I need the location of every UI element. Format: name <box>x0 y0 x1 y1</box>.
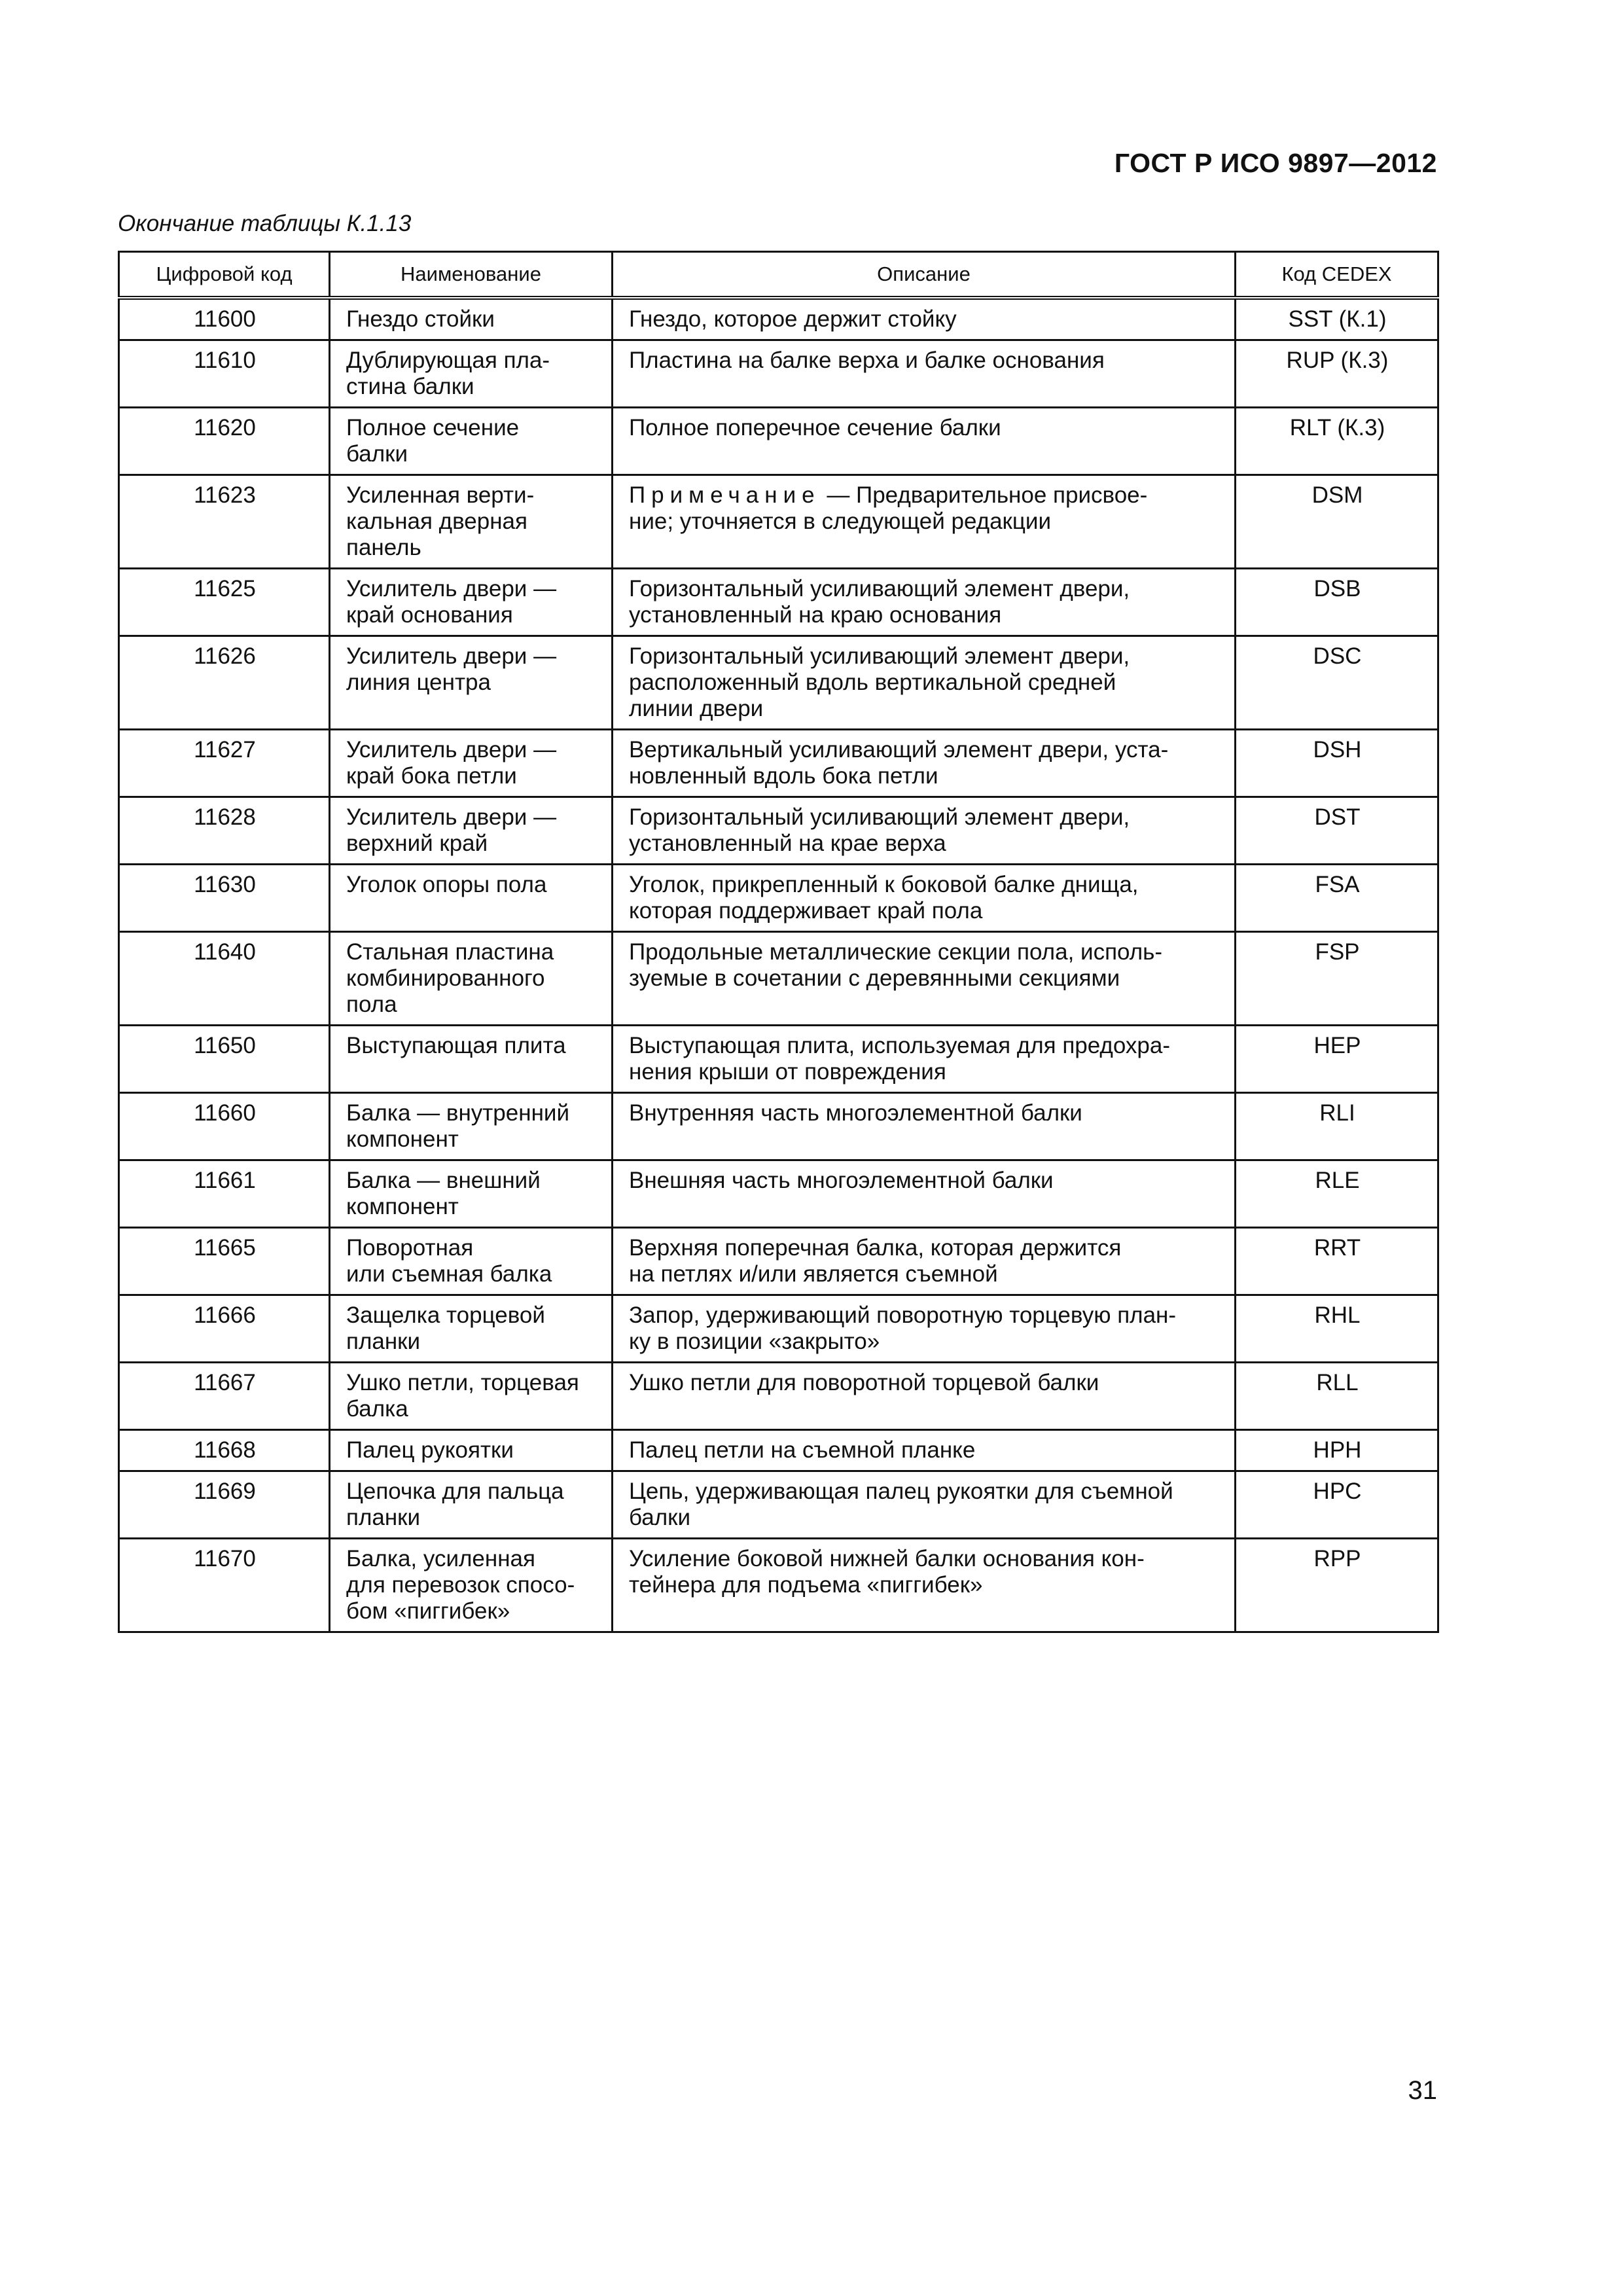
cell-name-text: Выступающая плита <box>346 1033 566 1058</box>
cell-name-text: Гнездо стойки <box>346 306 495 332</box>
cell-code: 11660 <box>119 1093 330 1160</box>
cell-cedex: RHL <box>1236 1295 1438 1363</box>
cell-code: 11669 <box>119 1471 330 1539</box>
cell-cedex: RLI <box>1236 1093 1438 1160</box>
column-header-code: Цифровой код <box>119 252 330 298</box>
cell-name <box>330 298 613 340</box>
note-label: Примечание <box>629 482 821 508</box>
cell-code: 11665 <box>119 1228 330 1295</box>
cell-name <box>330 797 613 865</box>
cell-name <box>330 1160 613 1228</box>
cell-name-text: Стальная пластина комбинированного пола <box>346 939 554 1017</box>
cell-description-text: — Предварительное присвое- ние; уточняется в следующей редакции <box>629 482 1148 534</box>
cell-description <box>613 1295 1236 1363</box>
cell-cedex: DST <box>1236 797 1438 865</box>
cell-description <box>613 1228 1236 1295</box>
cell-description-text: Полное поперечное сечение балки <box>629 415 1001 440</box>
cell-name-text: Усилитель двери — край основания <box>346 576 557 628</box>
cell-description <box>613 865 1236 932</box>
cell-cedex: RLE <box>1236 1160 1438 1228</box>
cell-name <box>330 569 613 636</box>
cell-description <box>613 1026 1236 1093</box>
cell-code: 11667 <box>119 1363 330 1430</box>
column-header-cedex: Код CEDEX <box>1236 252 1438 298</box>
cell-code: 11666 <box>119 1295 330 1363</box>
cell-cedex: RLT (К.3) <box>1236 408 1438 475</box>
cell-cedex: FSA <box>1236 865 1438 932</box>
table-row <box>119 932 1438 1026</box>
cell-name-text: Усилитель двери — верхний край <box>346 804 557 856</box>
cell-cedex: HPC <box>1236 1471 1438 1539</box>
table-row <box>119 1026 1438 1093</box>
cell-name <box>330 1228 613 1295</box>
table-caption: Окончание таблицы К.1.13 <box>118 211 412 236</box>
table-row <box>119 1295 1438 1363</box>
cell-description-text: Цепь, удерживающая палец рукоятки для съемной балки <box>629 1479 1173 1530</box>
cell-name-text: Уголок опоры пола <box>346 872 547 897</box>
cell-name <box>330 730 613 797</box>
cell-name-text: Усилитель двери — край бока петли <box>346 737 557 789</box>
cell-code: 11620 <box>119 408 330 475</box>
cell-description-text: Горизонтальный усиливающий элемент двери, расположенный вдоль вертикальной средней линии двери <box>629 643 1130 721</box>
cell-name <box>330 932 613 1026</box>
cell-description-text: Горизонтальный усиливающий элемент двери, установленный на крае верха <box>629 804 1130 856</box>
cell-name-text: Полное сечение балки <box>346 415 520 467</box>
cell-name-text: Балка — внешний компонент <box>346 1168 541 1219</box>
cell-name-text: Защелка торцевой планки <box>346 1302 545 1354</box>
cell-description-text: Внутренняя часть многоэлементной балки <box>629 1100 1082 1126</box>
column-header-description: Описание <box>613 252 1236 298</box>
cell-description <box>613 1363 1236 1430</box>
cell-name-text: Ушко петли, торцевая балка <box>346 1370 579 1422</box>
column-header-name: Наименование <box>330 252 613 298</box>
cell-name <box>330 636 613 730</box>
cell-description <box>613 569 1236 636</box>
cell-description-text: Внешняя часть многоэлементной балки <box>629 1168 1054 1193</box>
cell-name-text: Усиленная верти- кальная дверная панель <box>346 482 535 560</box>
cell-code: 11670 <box>119 1539 330 1632</box>
cell-name <box>330 1295 613 1363</box>
cell-code: 11630 <box>119 865 330 932</box>
table-row <box>119 1093 1438 1160</box>
table-row <box>119 797 1438 865</box>
cell-cedex: DSC <box>1236 636 1438 730</box>
table-row <box>119 408 1438 475</box>
cell-description <box>613 932 1236 1026</box>
cell-name-text: Поворотная или съемная балка <box>346 1235 552 1287</box>
cell-cedex: DSB <box>1236 569 1438 636</box>
table-row <box>119 865 1438 932</box>
table-row <box>119 1539 1438 1632</box>
cell-name-text: Усилитель двери — линия центра <box>346 643 557 695</box>
cell-description <box>613 1471 1236 1539</box>
cell-name <box>330 408 613 475</box>
cell-code: 11625 <box>119 569 330 636</box>
cell-name <box>330 1539 613 1632</box>
cell-cedex: SST (К.1) <box>1236 298 1438 340</box>
cell-cedex: DSH <box>1236 730 1438 797</box>
cell-description-text: Гнездо, которое держит стойку <box>629 306 957 332</box>
cell-code: 11668 <box>119 1430 330 1471</box>
cell-description-text: Выступающая плита, используемая для предохра- нения крыши от повреждения <box>629 1033 1171 1085</box>
table-header-row <box>119 252 1438 298</box>
cell-description-text: Горизонтальный усиливающий элемент двери, установленный на краю основания <box>629 576 1130 628</box>
cell-cedex: RLL <box>1236 1363 1438 1430</box>
cell-code: 11661 <box>119 1160 330 1228</box>
cell-description <box>613 1093 1236 1160</box>
cell-code: 11626 <box>119 636 330 730</box>
cell-name-text: Балка — внутренний компонент <box>346 1100 569 1152</box>
cell-description <box>613 1160 1236 1228</box>
cell-description-text: Усиление боковой нижней балки основания кон- тейнера для подъема «пиггибек» <box>629 1546 1145 1598</box>
table-row <box>119 298 1438 340</box>
cell-cedex: HPH <box>1236 1430 1438 1471</box>
table-row <box>119 475 1438 569</box>
table-row <box>119 569 1438 636</box>
table-row <box>119 1363 1438 1430</box>
cell-code: 11623 <box>119 475 330 569</box>
table-body <box>119 298 1438 1632</box>
cell-name <box>330 1363 613 1430</box>
table-row <box>119 340 1438 408</box>
cell-description-text: Пластина на балке верха и балке основания <box>629 348 1105 373</box>
table-row <box>119 730 1438 797</box>
cell-cedex: HEP <box>1236 1026 1438 1093</box>
cell-description-text: Уголок, прикрепленный к боковой балке днища, которая поддерживает край пола <box>629 872 1139 924</box>
page-number: 31 <box>1408 2076 1437 2105</box>
cell-cedex: DSM <box>1236 475 1438 569</box>
cell-name-text: Цепочка для пальца планки <box>346 1479 564 1530</box>
table-row <box>119 1471 1438 1539</box>
cell-name-text: Палец рукоятки <box>346 1437 514 1463</box>
cell-name-text: Балка, усиленная для перевозок спосо- бом «пиггибек» <box>346 1546 575 1624</box>
cell-name-text: Дублирующая пла- стина балки <box>346 348 550 399</box>
cell-name <box>330 1430 613 1471</box>
cell-cedex: RRT <box>1236 1228 1438 1295</box>
cell-code: 11610 <box>119 340 330 408</box>
cell-description-text: Продольные металлические секции пола, исполь- зуемые в сочетании с деревянными секциями <box>629 939 1163 991</box>
cell-code: 11650 <box>119 1026 330 1093</box>
cell-description <box>613 1430 1236 1471</box>
cell-description <box>613 730 1236 797</box>
cell-description-text: Палец петли на съемной планке <box>629 1437 976 1463</box>
cell-cedex: RPP <box>1236 1539 1438 1632</box>
cell-description <box>613 475 1236 569</box>
cell-description-text: Вертикальный усиливающий элемент двери, уста- новленный вдоль бока петли <box>629 737 1169 789</box>
cell-name <box>330 865 613 932</box>
cell-code: 11640 <box>119 932 330 1026</box>
cell-code: 11628 <box>119 797 330 865</box>
cell-description <box>613 797 1236 865</box>
cell-name <box>330 1471 613 1539</box>
cell-description <box>613 1539 1236 1632</box>
cell-description <box>613 340 1236 408</box>
cell-name <box>330 1026 613 1093</box>
data-table <box>118 251 1439 1633</box>
cell-name <box>330 1093 613 1160</box>
document-header: ГОСТ Р ИСО 9897—2012 <box>1114 148 1437 178</box>
cell-description-text: Верхняя поперечная балка, которая держится на петлях и/или является съемной <box>629 1235 1122 1287</box>
cell-description <box>613 408 1236 475</box>
cell-description-text: Ушко петли для поворотной торцевой балки <box>629 1370 1099 1395</box>
table-row <box>119 636 1438 730</box>
cell-name <box>330 340 613 408</box>
cell-description-text: Запор, удерживающий поворотную торцевую план- ку в позиции «закрыто» <box>629 1302 1177 1354</box>
cell-description <box>613 636 1236 730</box>
table-row <box>119 1430 1438 1471</box>
table-row <box>119 1228 1438 1295</box>
cell-code: 11627 <box>119 730 330 797</box>
table-row <box>119 1160 1438 1228</box>
cell-name <box>330 475 613 569</box>
cell-cedex: FSP <box>1236 932 1438 1026</box>
cell-description <box>613 298 1236 340</box>
cell-code: 11600 <box>119 298 330 340</box>
cell-cedex: RUP (К.3) <box>1236 340 1438 408</box>
